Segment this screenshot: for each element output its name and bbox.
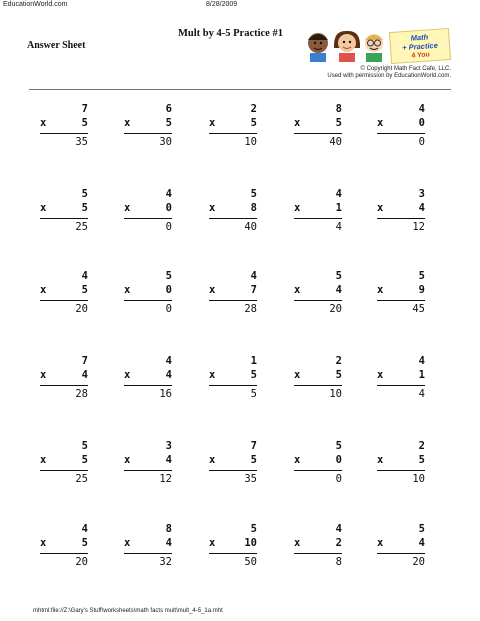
problem-16 <box>40 355 88 407</box>
multiplier: 10 <box>244 537 257 549</box>
multiplier: 4 <box>165 369 172 381</box>
problem-7 <box>124 188 172 240</box>
answer: 20 <box>75 303 88 315</box>
multiplier: 5 <box>250 369 257 381</box>
problem-12 <box>124 270 172 322</box>
times-sign: x <box>294 369 301 381</box>
multiplicand: 5 <box>250 523 257 535</box>
answer: 10 <box>412 473 425 485</box>
multiplier: 5 <box>418 454 425 466</box>
problem-1 <box>40 103 88 155</box>
answer: 35 <box>75 136 88 148</box>
answer: 25 <box>75 473 88 485</box>
problem-27 <box>124 523 172 575</box>
answer: 28 <box>75 388 88 400</box>
times-sign: x <box>209 284 216 296</box>
problem-9 <box>294 188 342 240</box>
answer-line <box>124 470 172 471</box>
permission-line: Used with permission by EducationWorld.com. <box>327 73 451 79</box>
multiplier: 1 <box>418 369 425 381</box>
answer-line <box>294 385 342 386</box>
problem-4 <box>294 103 342 155</box>
times-sign: x <box>377 369 384 381</box>
answer-line <box>209 133 257 134</box>
answer: 12 <box>159 473 172 485</box>
problem-26 <box>40 523 88 575</box>
multiplicand: 2 <box>335 355 342 367</box>
problem-2 <box>124 103 172 155</box>
answer-line <box>377 553 425 554</box>
times-sign: x <box>294 284 301 296</box>
multiplier: 0 <box>165 284 172 296</box>
times-sign: x <box>40 117 47 129</box>
answer: 40 <box>329 136 342 148</box>
multiplicand: 4 <box>81 523 88 535</box>
multiplier: 8 <box>250 202 257 214</box>
print-date: 8/28/2009 <box>206 1 238 8</box>
answer-line <box>294 218 342 219</box>
answer-line <box>294 133 342 134</box>
answer-line <box>40 470 88 471</box>
multiplier: 4 <box>81 369 88 381</box>
multiplicand: 4 <box>335 523 342 535</box>
answer: 50 <box>244 556 257 568</box>
times-sign: x <box>294 454 301 466</box>
answer: 35 <box>244 473 257 485</box>
answer-line <box>209 218 257 219</box>
multiplier: 5 <box>81 284 88 296</box>
multiplier: 0 <box>165 202 172 214</box>
answer: 25 <box>75 221 88 233</box>
multiplier: 1 <box>335 202 342 214</box>
logo-line-1: Math <box>410 31 429 43</box>
multiplicand: 6 <box>165 103 172 115</box>
multiplier: 5 <box>250 117 257 129</box>
problem-10 <box>377 188 425 240</box>
answer-line <box>377 300 425 301</box>
multiplier: 9 <box>418 284 425 296</box>
multiplicand: 8 <box>165 523 172 535</box>
answer-line <box>294 553 342 554</box>
answer-line <box>209 385 257 386</box>
answer-line <box>294 470 342 471</box>
multiplicand: 4 <box>165 355 172 367</box>
multiplicand: 2 <box>250 103 257 115</box>
answer-line <box>40 385 88 386</box>
multiplicand: 7 <box>250 440 257 452</box>
problem-15 <box>377 270 425 322</box>
times-sign: x <box>377 202 384 214</box>
answer-line <box>377 385 425 386</box>
answer-sheet-label: Answer Sheet <box>27 40 86 51</box>
times-sign: x <box>209 454 216 466</box>
answer: 8 <box>335 556 342 568</box>
times-sign: x <box>40 537 47 549</box>
multiplier: 7 <box>250 284 257 296</box>
multiplicand: 5 <box>335 440 342 452</box>
site-name: EducationWorld.com <box>3 1 68 8</box>
problem-17 <box>124 355 172 407</box>
times-sign: x <box>124 537 131 549</box>
problem-25 <box>377 440 425 492</box>
multiplier: 5 <box>81 537 88 549</box>
answer: 45 <box>412 303 425 315</box>
problem-11 <box>40 270 88 322</box>
answer-line <box>209 553 257 554</box>
multiplier: 5 <box>335 369 342 381</box>
times-sign: x <box>40 369 47 381</box>
times-sign: x <box>124 369 131 381</box>
times-sign: x <box>124 117 131 129</box>
problem-23 <box>209 440 257 492</box>
answer: 0 <box>335 473 342 485</box>
problem-21 <box>40 440 88 492</box>
answer-line <box>209 300 257 301</box>
answer-line <box>40 553 88 554</box>
answer: 28 <box>244 303 257 315</box>
problem-3 <box>209 103 257 155</box>
multiplicand: 4 <box>250 270 257 282</box>
times-sign: x <box>209 369 216 381</box>
multiplicand: 5 <box>165 270 172 282</box>
multiplier: 5 <box>81 454 88 466</box>
answer-line <box>40 133 88 134</box>
answer: 10 <box>244 136 257 148</box>
answer-line <box>124 553 172 554</box>
multiplicand: 5 <box>81 440 88 452</box>
times-sign: x <box>209 117 216 129</box>
answer-line <box>124 133 172 134</box>
problem-13 <box>209 270 257 322</box>
problem-20 <box>377 355 425 407</box>
multiplier: 4 <box>418 202 425 214</box>
times-sign: x <box>377 117 384 129</box>
multiplicand: 1 <box>250 355 257 367</box>
answer: 40 <box>244 221 257 233</box>
answer-line <box>294 300 342 301</box>
times-sign: x <box>40 454 47 466</box>
multiplicand: 4 <box>418 103 425 115</box>
times-sign: x <box>377 454 384 466</box>
multiplicand: 4 <box>165 188 172 200</box>
copyright-line: © Copyright Math Fact Cafe, LLC. <box>360 66 451 72</box>
multiplicand: 5 <box>81 188 88 200</box>
page-title: Mult by 4-5 Practice #1 <box>178 28 283 39</box>
multiplicand: 3 <box>165 440 172 452</box>
problem-6 <box>40 188 88 240</box>
problem-28 <box>209 523 257 575</box>
logo-line-3: 4 You <box>411 50 431 60</box>
times-sign: x <box>40 284 47 296</box>
multiplicand: 8 <box>335 103 342 115</box>
answer: 20 <box>412 556 425 568</box>
times-sign: x <box>124 284 131 296</box>
answer-line <box>124 300 172 301</box>
multiplier: 2 <box>335 537 342 549</box>
answer: 20 <box>75 556 88 568</box>
answer-line <box>124 385 172 386</box>
answer: 0 <box>165 303 172 315</box>
problem-5 <box>377 103 425 155</box>
multiplicand: 5 <box>418 523 425 535</box>
answer: 4 <box>335 221 342 233</box>
problem-19 <box>294 355 342 407</box>
multiplicand: 7 <box>81 355 88 367</box>
answer-line <box>377 133 425 134</box>
multiplier: 5 <box>165 117 172 129</box>
answer: 16 <box>159 388 172 400</box>
times-sign: x <box>294 117 301 129</box>
multiplier: 4 <box>335 284 342 296</box>
times-sign: x <box>209 202 216 214</box>
answer-line <box>124 218 172 219</box>
multiplicand: 5 <box>418 270 425 282</box>
answer-line <box>377 218 425 219</box>
problem-8 <box>209 188 257 240</box>
times-sign: x <box>209 537 216 549</box>
multiplicand: 7 <box>81 103 88 115</box>
problem-14 <box>294 270 342 322</box>
file-path-footer: mhtml:file://Z:\Gary's Stuff\worksheets\math facts mult\mult_4-5_1a.mht <box>33 608 223 614</box>
multiplicand: 5 <box>250 188 257 200</box>
multiplier: 5 <box>81 202 88 214</box>
multiplier: 0 <box>418 117 425 129</box>
multiplicand: 4 <box>418 355 425 367</box>
multiplicand: 4 <box>335 188 342 200</box>
times-sign: x <box>124 454 131 466</box>
problem-18 <box>209 355 257 407</box>
multiplicand: 3 <box>418 188 425 200</box>
times-sign: x <box>124 202 131 214</box>
multiplier: 4 <box>418 537 425 549</box>
multiplier: 5 <box>335 117 342 129</box>
problem-30 <box>377 523 425 575</box>
multiplicand: 4 <box>81 270 88 282</box>
answer: 0 <box>165 221 172 233</box>
multiplier: 5 <box>81 117 88 129</box>
times-sign: x <box>377 284 384 296</box>
times-sign: x <box>294 537 301 549</box>
answer-line <box>209 470 257 471</box>
times-sign: x <box>40 202 47 214</box>
answer: 0 <box>418 136 425 148</box>
times-sign: x <box>294 202 301 214</box>
multiplier: 0 <box>335 454 342 466</box>
answer-line <box>377 470 425 471</box>
answer: 5 <box>250 388 257 400</box>
multiplicand: 2 <box>418 440 425 452</box>
multiplicand: 5 <box>335 270 342 282</box>
answer: 32 <box>159 556 172 568</box>
times-sign: x <box>377 537 384 549</box>
problem-29 <box>294 523 342 575</box>
answer: 30 <box>159 136 172 148</box>
problem-24 <box>294 440 342 492</box>
multiplier: 4 <box>165 454 172 466</box>
multiplier: 5 <box>250 454 257 466</box>
answer-line <box>40 218 88 219</box>
multiplier: 4 <box>165 537 172 549</box>
answer: 4 <box>418 388 425 400</box>
logo-line-2: + Practice <box>401 40 439 52</box>
answer: 20 <box>329 303 342 315</box>
answer: 12 <box>412 221 425 233</box>
answer-line <box>40 300 88 301</box>
answer: 10 <box>329 388 342 400</box>
problem-22 <box>124 440 172 492</box>
